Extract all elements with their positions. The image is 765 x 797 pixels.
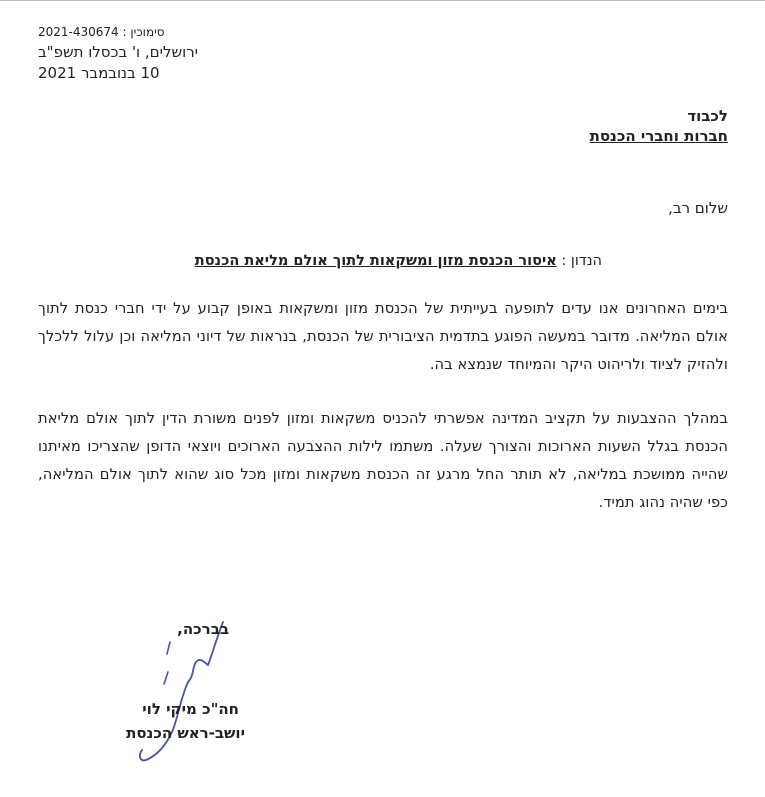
greeting: שלום רב, [668,199,728,217]
reference-line [38,25,165,39]
gregorian-date: 10 בנובמבר 2021 [38,64,160,82]
body-paragraph-1: בימים האחרונים אנו עדים לתופעה בעייתית של הכנסת מזון ומשקאות באופן קבוע על ידי חברי כנסת לתוך אולם המליאה. מדובר במעשה הפוגע בתדמית הציבורית של הכנסת, בנראות של דיוני המליאה וכן עלול ללכלך ולהזיק לציוד ולריהוט היקר והמיוחד שנמצא בה. [38,300,728,373]
closing: בברכה, [177,620,229,638]
subject-label: הנדון : [561,253,602,269]
hebrew-date: ירושלים, ו' בכסלו תשפ"ב [38,43,199,61]
reference-label: סימוכין : [122,25,165,39]
subject-line [195,253,602,269]
recipient-addressee: חברות וחברי הכנסת [589,127,728,145]
body-paragraph-2: במהלך ההצבעות על תקציב המדינה אפשרתי להכניס משקאות ומזון לפנים משורת הדין לתוך אולם מליאת הכנסת בגלל השעות הארוכות והצורך שעלה. משתמו לילות ההצבעה הארוכים ויוצאי הדופן שהצריכו מאיתנו שהייה ממושכת במליאה, לא תותר החל מרגע זה הכנסת משקאות ומזון מכל סוג שהוא לתוך אולם המליאה, כפי שהיה נהוג תמיד. [38,410,728,511]
page-top-border [0,0,765,1]
signer-name: חה"כ מיקי לוי [142,700,239,718]
recipient-salutation: לכבוד [687,107,728,125]
signer-title: יושב-ראש הכנסת [126,724,245,742]
reference-number: 2021-430674 [38,25,119,39]
subject-text: איסור הכנסת מזון ומשקאות לתוך אולם מליאת הכנסת [194,253,557,269]
